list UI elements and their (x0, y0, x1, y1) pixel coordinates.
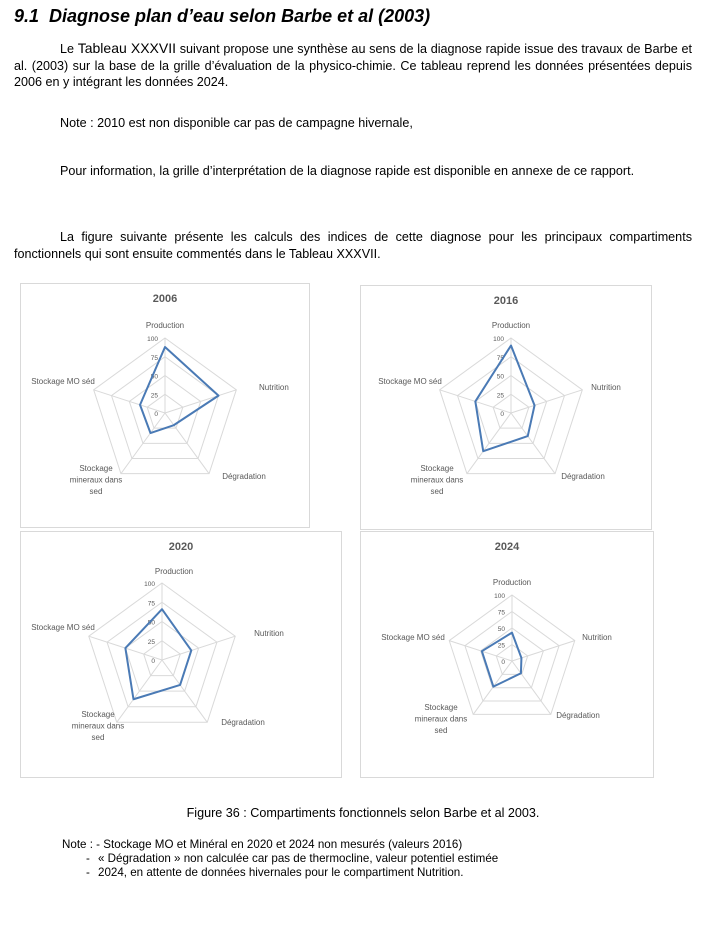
section-number: 9.1 (14, 6, 40, 26)
notes-bullet (86, 866, 463, 880)
paragraph-grid-info-text: Pour information, la grille d’interprétation de la diagnose rapide est disponible en annexe de ce rapport. (60, 164, 635, 178)
radar-axis-label: Stockage mineraux dans sed (414, 703, 468, 735)
paragraph-note-2010-text: Note : 2010 est non disponible car pas de campagne hivernale, (60, 116, 413, 130)
notes-line: Note : - Stockage MO et Minéral en 2020 et 2024 non mesurés (valeurs 2016) (62, 838, 463, 851)
radar-tick-label: 100 (493, 336, 504, 343)
radar-tick-label: 75 (497, 609, 505, 617)
radar-tick-label: 75 (496, 354, 504, 362)
radar-axis-label: Stockage mineraux dans sed (410, 464, 464, 496)
chart-title: 2006 (152, 293, 178, 305)
radar-axis-label: Stockage MO séd (381, 633, 445, 642)
radar-axis-label: Production (154, 567, 194, 576)
chart-title: 2024 (494, 541, 520, 553)
section-heading (14, 6, 430, 27)
bullet-dash: - (86, 852, 90, 865)
radar-tick-label: 50 (496, 373, 504, 381)
radar-tick-label: 75 (147, 600, 155, 608)
paragraph-intro-c: suivant propose une synthèse au sens de la diagnose rapide issue des travaux de Barbe et al. (2003) sur la base de la grille d’évaluation de la physico-chimie. Ce tableau reprend les données présentées depuis 2006 en y intégrant les données 2024. (14, 42, 692, 90)
radar-tick-label: 50 (147, 619, 155, 627)
paragraph-figure-intro (14, 229, 692, 262)
radar-axis-label: Stockage MO séd (378, 377, 442, 386)
radar-tick-label: 0 (151, 658, 155, 665)
radar-spoke (162, 636, 235, 660)
radar-axis-label: Nutrition (259, 383, 289, 392)
radar-axis-label: Production (145, 321, 185, 330)
chart-title: 2020 (168, 541, 194, 553)
chart-title: 2016 (493, 295, 519, 307)
radar-tick-label: 25 (496, 392, 504, 400)
radar-axis-label: Stockage MO séd (31, 623, 95, 632)
radar-chart-2016-svg (361, 286, 651, 529)
radar-axis-label: Stockage mineraux dans sed (69, 464, 123, 496)
radar-tick-label: 50 (150, 373, 158, 381)
paragraph-intro-a: Le (60, 42, 78, 56)
paragraph-figure-intro-text: La figure suivante présente les calculs des indices de cette diagnose pour les principaux compartiments fonctionnels qui sont ensuite commentés dans le Tableau XXXVII. (14, 230, 692, 261)
radar-axis-label: Dégradation (561, 472, 605, 481)
radar-chart-2020 (20, 531, 342, 778)
radar-axis-label: Stockage mineraux dans sed (71, 710, 125, 742)
radar-tick-label: 0 (154, 411, 158, 418)
radar-tick-label: 0 (501, 659, 505, 666)
table-reference-link[interactable]: Tableau XXXVII (77, 40, 177, 56)
section-title: Diagnose plan d’eau selon Barbe et al (2003) (49, 6, 431, 26)
radar-axis-label: Stockage MO séd (31, 377, 95, 386)
notes-bullet (86, 852, 498, 866)
radar-tick-label: 25 (150, 392, 158, 400)
radar-axis-label: Nutrition (591, 383, 621, 392)
radar-chart-2024 (360, 531, 654, 778)
radar-chart-2024-svg (361, 532, 653, 777)
radar-tick-label: 50 (497, 626, 505, 633)
radar-tick-label: 0 (500, 411, 504, 418)
notes-bullet-text: « Dégradation » non calculée car pas de thermocline, valeur potentiel estimée (98, 852, 499, 865)
radar-chart-2006 (20, 283, 310, 528)
radar-axis-label: Nutrition (582, 633, 612, 642)
bullet-dash: - (86, 866, 90, 879)
radar-tick-label: 25 (147, 638, 155, 646)
radar-chart-2016 (360, 285, 652, 530)
radar-axis-label: Production (491, 321, 531, 330)
radar-chart-2020-svg (21, 532, 341, 777)
radar-tick-label: 100 (144, 581, 155, 588)
paragraph-grid-info (14, 163, 692, 180)
radar-axis-label: Dégradation (222, 472, 266, 481)
radar-axis-label: Dégradation (221, 718, 265, 727)
radar-tick-label: 100 (147, 336, 158, 343)
radar-axis-label: Production (492, 578, 532, 587)
notes-bullet-text: 2024, en attente de données hivernales pour le compartiment Nutrition. (98, 866, 464, 879)
radar-tick-label: 100 (494, 593, 505, 600)
radar-tick-label: 75 (150, 354, 158, 362)
radar-axis-label: Nutrition (254, 629, 284, 638)
paragraph-intro (14, 40, 692, 91)
radar-chart-2006-svg (21, 284, 309, 527)
radar-tick-label: 25 (497, 642, 505, 650)
radar-axis-label: Dégradation (556, 711, 600, 720)
paragraph-note-2010 (14, 115, 692, 132)
figure-caption: Figure 36 : Compartiments fonctionnels selon Barbe et al 2003. (186, 806, 540, 820)
